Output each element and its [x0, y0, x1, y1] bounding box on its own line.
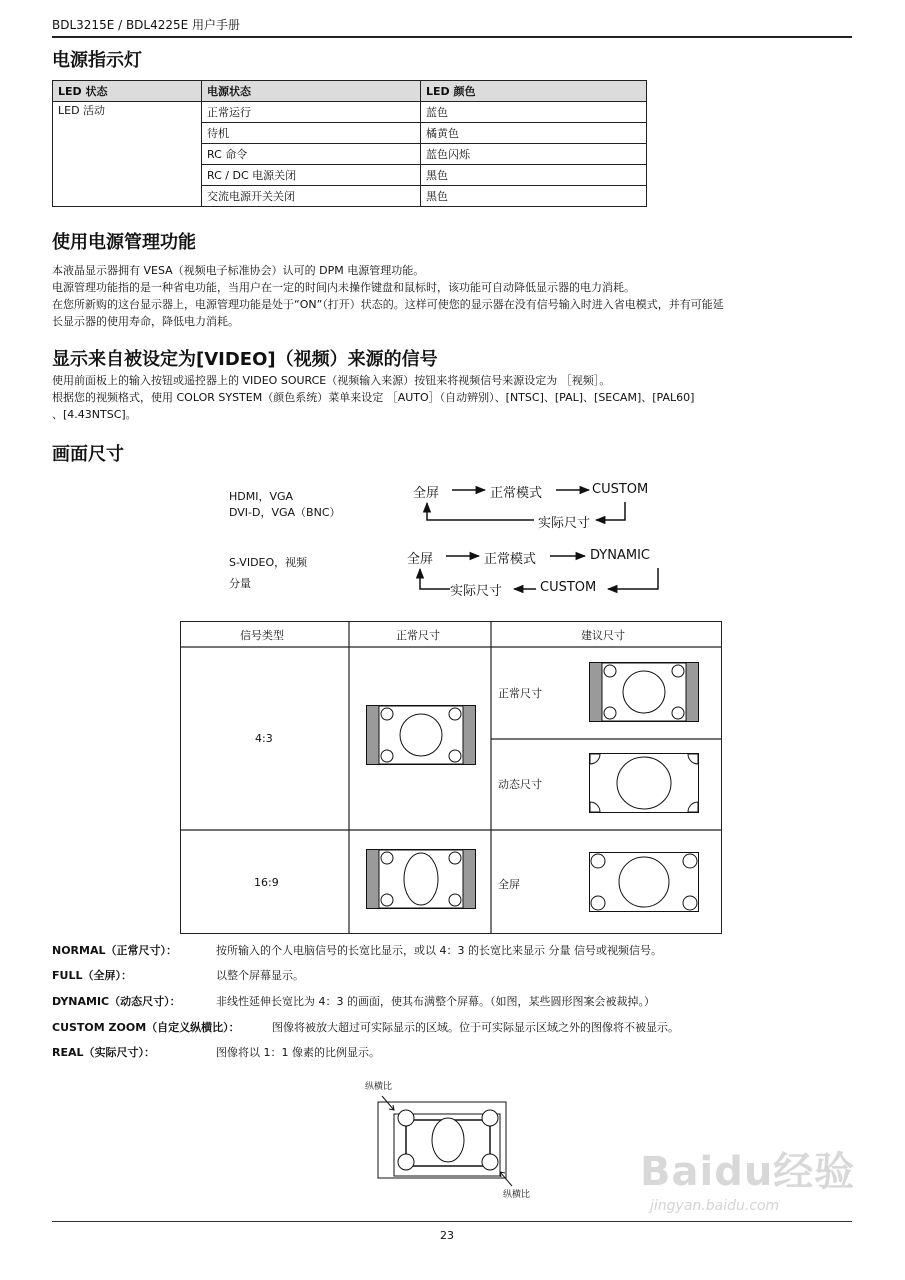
section-title-power-management: 使用电源管理功能	[52, 232, 196, 253]
th-normal-size: 正常尺寸	[396, 629, 440, 642]
zoom-label-top: 纵横比	[365, 1082, 393, 1092]
power-state-cell: 正常运行	[202, 102, 421, 123]
section-title-power-led: 电源指示灯	[52, 50, 142, 71]
rec-full-screen: 全屏	[498, 878, 520, 891]
def-term-normal: NORMAL（正常尺寸）：	[52, 944, 177, 957]
section-title-screen-size: 画面尺寸	[52, 444, 124, 465]
power-state-cell: 交流电源开关关闭	[202, 186, 421, 207]
flow1-real: 实际尺寸	[538, 516, 591, 531]
diagram-4-3-rec-normal	[589, 662, 699, 722]
power-state-cell: 待机	[202, 123, 421, 144]
flow2-input-line1: S-VIDEO，视频	[229, 556, 308, 569]
def-desc-full: 以整个屏幕显示。	[216, 969, 304, 982]
watermark-logo: Baidu经验	[640, 1149, 856, 1195]
section-title-video-source: 显示来自被设定为[VIDEO]（视频）来源的信号	[52, 349, 438, 370]
table-row	[53, 102, 647, 123]
led-color-cell: 橘黄色	[421, 123, 647, 144]
flow2-arrows	[400, 536, 670, 601]
th-led-state: LED 状态	[53, 81, 202, 102]
signal-16-9: 16:9	[254, 876, 279, 889]
flow2-input-line2: 分量	[229, 577, 251, 590]
led-status-table	[52, 80, 647, 207]
flow2-normal: 正常模式	[484, 552, 537, 567]
diagram-4-3-dynamic	[589, 753, 699, 813]
diagram-16-9-full	[589, 852, 699, 912]
led-color-cell: 蓝色闪烁	[421, 144, 647, 165]
def-term-dynamic: DYNAMIC（动态尺寸）：	[52, 995, 181, 1008]
def-desc-dynamic: 非线性延伸长宽比为 4：3 的画面，使其布满整个屏幕。（如图，某些圆形图案会被裁掉。）	[216, 995, 655, 1008]
flow1-input-line1: HDMI，VGA	[229, 490, 294, 503]
flow2-full: 全屏	[407, 552, 434, 567]
paragraph-line: 、[4.43NTSC]。	[52, 408, 137, 421]
th-recommended-size: 建议尺寸	[581, 629, 625, 642]
def-term-real: REAL（实际尺寸）：	[52, 1046, 156, 1059]
page-number: 23	[440, 1229, 454, 1242]
video-source-text	[52, 372, 852, 423]
def-term-custom-zoom: CUSTOM ZOOM（自定义纵横比）：	[52, 1021, 240, 1034]
flow1-input-line2: DVI-D，VGA（BNC）	[229, 506, 341, 519]
paragraph-line: 长显示器的使用寿命，降低电力消耗。	[52, 315, 239, 328]
paragraph-line: 电源管理功能指的是一种省电功能，当用户在一定的时间内未操作键盘和鼠标时，该功能可自动降低显示器的电力消耗。	[52, 281, 635, 294]
doc-header: BDL3215E / BDL4225E 用户手册	[52, 18, 241, 32]
flow2-real: 实际尺寸	[450, 584, 503, 599]
flow2-dynamic: DYNAMIC	[590, 548, 650, 563]
led-state-active: LED 活动	[53, 102, 202, 207]
paragraph-line: 根据您的视频格式，使用 COLOR SYSTEM（颜色系统）菜单来设定 ［AUTO］（自动辨别）、[NTSC]、[PAL]、[SECAM]、[PAL60]	[52, 391, 695, 404]
flow2-custom: CUSTOM	[540, 580, 597, 595]
signal-4-3: 4:3	[255, 732, 273, 745]
flow1-normal: 正常模式	[490, 486, 543, 501]
power-state-cell: RC 命令	[202, 144, 421, 165]
led-color-cell: 黑色	[421, 165, 647, 186]
custom-zoom-diagram	[372, 1090, 522, 1190]
led-color-cell: 黑色	[421, 186, 647, 207]
rec-dynamic-size: 动态尺寸	[498, 778, 542, 791]
diagram-4-3-normal	[366, 705, 476, 765]
def-desc-custom-zoom: 图像将被放大超过可实际显示的区域。位于可实际显示区域之外的图像将不被显示。	[272, 1021, 679, 1034]
th-led-color: LED 颜色	[421, 81, 647, 102]
paragraph-line: 本液晶显示器拥有 VESA（视频电子标准协会）认可的 DPM 电源管理功能。	[52, 264, 425, 277]
th-signal-type: 信号类型	[240, 629, 284, 642]
power-management-text	[52, 262, 852, 330]
def-desc-real: 图像将以 1：1 像素的比例显示。	[216, 1046, 380, 1059]
def-term-full: FULL（全屏）：	[52, 969, 132, 982]
power-state-cell: RC / DC 电源关闭	[202, 165, 421, 186]
flow1-full: 全屏	[413, 486, 440, 501]
diagram-16-9-normal	[366, 849, 476, 909]
flow1-custom: CUSTOM	[592, 482, 649, 497]
rec-normal-size: 正常尺寸	[498, 687, 542, 700]
footer-divider	[52, 1221, 852, 1222]
header-divider	[52, 36, 852, 38]
table-header-row	[53, 81, 647, 102]
paragraph-line: 使用前面板上的输入按钮或遥控器上的 VIDEO SOURCE（视频输入来源）按钮来将视频信号来源设定为 ［视频］。	[52, 374, 611, 387]
paragraph-line: 在您所新购的这台显示器上，电源管理功能是处于“ON”（打开）状态的。这样可使您的显示器在没有信号输入时进入省电模式，并有可能延	[52, 298, 724, 311]
zoom-label-bottom: 纵横比	[503, 1190, 531, 1200]
th-power-state: 电源状态	[202, 81, 421, 102]
led-color-cell: 蓝色	[421, 102, 647, 123]
def-desc-normal: 按所输入的个人电脑信号的长宽比显示，或以 4：3 的长宽比来显示 分量 信号或视频信号。	[216, 944, 662, 957]
flow1-arrows	[400, 470, 660, 530]
watermark-url: jingyan.baidu.com	[650, 1198, 780, 1214]
